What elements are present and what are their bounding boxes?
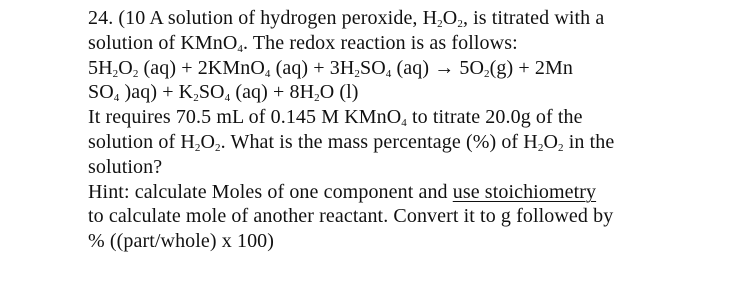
text-run: (aq) → 5O bbox=[391, 56, 485, 79]
problem-line bbox=[88, 31, 748, 56]
subscript: 2 bbox=[354, 67, 361, 80]
text-run: SO bbox=[88, 81, 114, 104]
subscript: 2 bbox=[457, 18, 463, 30]
subscript: 4 bbox=[224, 92, 231, 105]
problem-line bbox=[88, 80, 748, 105]
text-run: SO bbox=[198, 81, 225, 104]
problem-line bbox=[88, 180, 748, 205]
problem-line bbox=[88, 229, 748, 254]
subscript: 2 bbox=[215, 141, 221, 154]
subscript: 2 bbox=[132, 67, 139, 80]
text-run: , is titrated with a bbox=[462, 7, 605, 29]
text-run: solution? bbox=[88, 155, 163, 178]
subscript: 2 bbox=[194, 141, 201, 154]
text-run: . What is the mass percentage (%) of H bbox=[220, 130, 538, 153]
problem-line bbox=[88, 6, 748, 31]
text-run: O bbox=[442, 7, 458, 29]
text-run: O (l) bbox=[319, 81, 359, 104]
problem-line bbox=[88, 56, 748, 81]
subscript: 2 bbox=[112, 67, 119, 80]
text-run: SO bbox=[360, 56, 386, 79]
problem-line bbox=[88, 204, 748, 229]
text-run: % ((part/whole) x 100) bbox=[88, 230, 275, 253]
text-run: . The redox reaction is as follows: bbox=[243, 31, 518, 54]
text-run: )aq) + K bbox=[119, 81, 194, 104]
text-run: Hint: calculate Moles of one component and bbox=[88, 180, 453, 203]
subscript: 2 bbox=[193, 92, 199, 105]
problem-line bbox=[88, 130, 748, 155]
text-run: (g) + 2Mn bbox=[489, 56, 573, 79]
text-run: O bbox=[543, 130, 558, 153]
text-run: to calculate mole of another reactant. Convert it to g followed by bbox=[88, 205, 614, 228]
subscript: 4 bbox=[237, 42, 243, 55]
text-run: It requires 70.5 mL of 0.145 M KMnO bbox=[88, 106, 402, 129]
text-run: (aq) + 8H bbox=[230, 81, 315, 104]
text-run: solution of KMnO bbox=[88, 31, 238, 54]
underlined-text: use stoichiometry bbox=[452, 180, 597, 203]
subscript: 2 bbox=[437, 18, 443, 30]
text-run: (aq) + 3H bbox=[270, 56, 355, 79]
subscript: 4 bbox=[401, 117, 407, 130]
subscript: 4 bbox=[385, 67, 392, 80]
subscript: 2 bbox=[484, 67, 490, 80]
problem-text bbox=[88, 6, 748, 254]
subscript: 2 bbox=[537, 141, 544, 154]
subscript: 4 bbox=[264, 67, 271, 80]
text-run: 5H bbox=[88, 56, 113, 79]
subscript: 2 bbox=[314, 92, 320, 105]
text-run: O bbox=[200, 130, 216, 153]
subscript: 4 bbox=[113, 92, 120, 105]
problem-line bbox=[88, 105, 748, 130]
text-run: in the bbox=[563, 130, 615, 153]
text-run: O bbox=[118, 56, 133, 79]
text-run: 24. (10 A solution of hydrogen peroxide, H bbox=[88, 7, 438, 29]
problem-line bbox=[88, 155, 748, 180]
subscript: 2 bbox=[558, 141, 564, 154]
text-run: to titrate 20.0g of the bbox=[406, 106, 583, 129]
text-run: (aq) + 2KMnO bbox=[138, 56, 265, 79]
text-run: solution of H bbox=[88, 130, 195, 153]
